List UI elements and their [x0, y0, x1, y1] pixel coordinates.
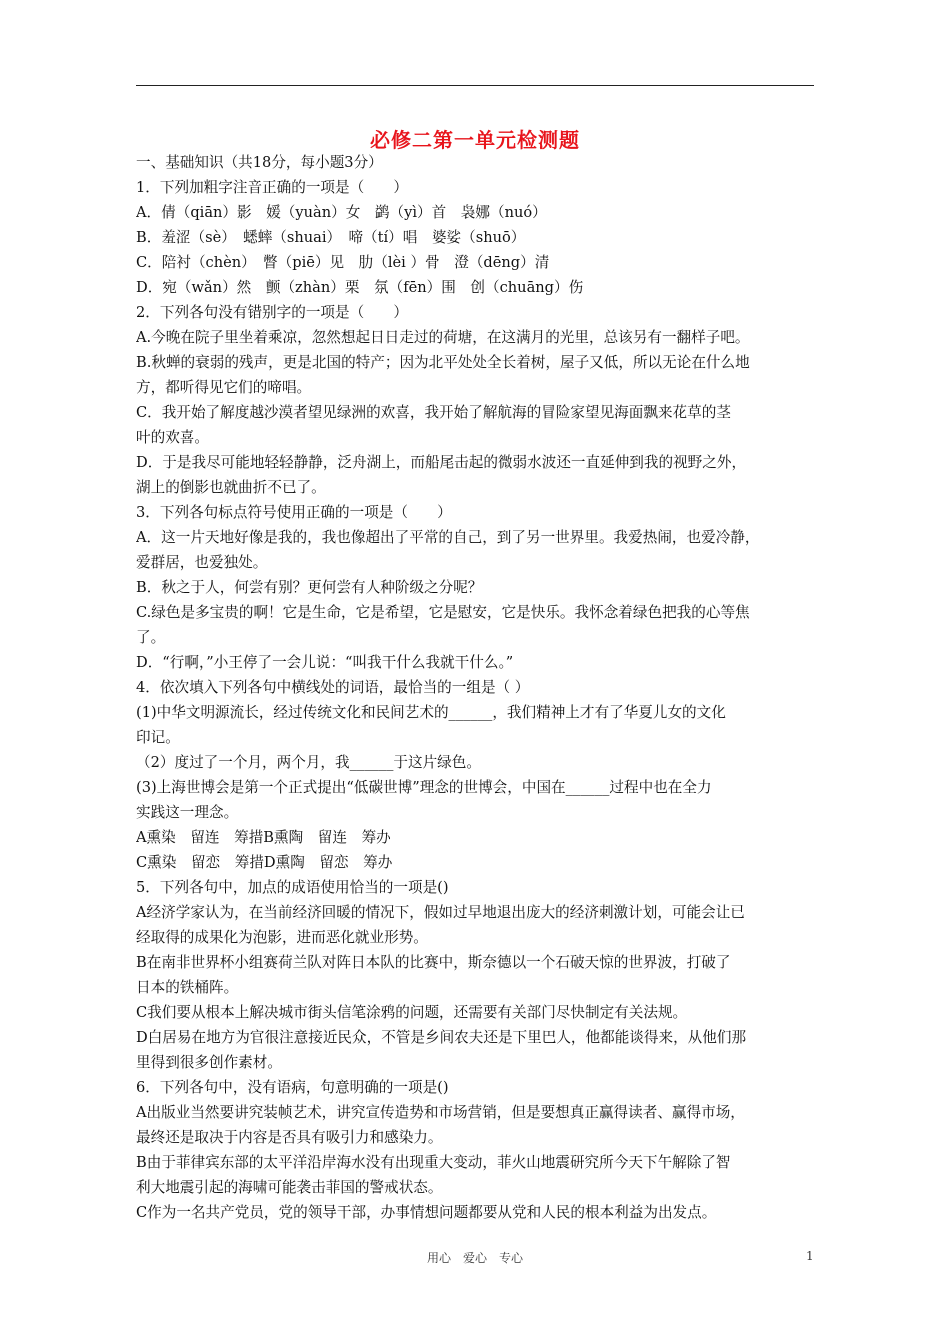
- text-line: D．于是我尽可能地轻轻静静，泛舟湖上，而船尾击起的微弱水波还一直延伸到我的视野之外，: [136, 454, 747, 471]
- text-line: C熏染 留恋 筹措D熏陶 留恋 筹办: [136, 854, 393, 871]
- text-line: C．我开始了解度越沙漠者望见绿洲的欢喜，我开始了解航海的冒险家望见海面飘来花草的茎: [136, 404, 731, 421]
- text-line: D．“行啊，”小王停了一会儿说：“叫我干什么我就干什么。”: [136, 654, 514, 671]
- text-line: 利大地震引起的海啸可能袭击菲国的警戒状态。: [136, 1179, 443, 1196]
- text-line: 一、基础知识（共18分，每小题3分）: [136, 154, 383, 171]
- text-line: A.今晚在院子里坐着乘凉，忽然想起日日走过的荷塘，在这满月的光里，总该另有一翻样子吧。: [136, 329, 750, 346]
- text-line: 爱群居，也爱独处。: [136, 554, 268, 571]
- text-line: 湖上的倒影也就曲折不已了。: [136, 479, 326, 496]
- page-title: 必修二第一单元检测题: [370, 128, 580, 152]
- text-line: A熏染 留连 筹措B熏陶 留连 筹办: [136, 829, 391, 846]
- text-line: 5．下列各句中，加点的成语使用恰当的一项是(): [136, 879, 449, 896]
- footer-motto: 用心 爱心 专心: [426, 1251, 523, 1265]
- text-line: 方，都听得见它们的啼唱。: [136, 379, 312, 396]
- text-line: 印记。: [136, 729, 180, 746]
- text-line: C.绿色是多宝贵的啊！它是生命，它是希望，它是慰安，它是快乐。我怀念着绿色把我的心等焦: [136, 604, 750, 621]
- header-rule: [136, 85, 814, 86]
- text-line: D白居易在地方为官很注意接近民众，不管是乡间农夫还是下里巴人，他都能谈得来，从他们那: [136, 1029, 747, 1046]
- text-line: （2）度过了一个月，两个月，我______于这片绿色。: [136, 754, 481, 771]
- text-line: B由于菲律宾东部的太平洋沿岸海水没有出现重大变动，菲火山地震研究所今天下午解除了智: [136, 1154, 731, 1171]
- text-line: C．陪衬（chèn） 瞥（piē）见 肋（lèi ）骨 澄（dēng）清: [136, 254, 550, 271]
- text-line: A．这一片天地好像是我的，我也像超出了平常的自己，到了另一世界里。我爱热闹，也爱冷静，: [136, 529, 760, 546]
- text-line: 4．依次填入下列各句中横线处的词语，最恰当的一组是（ ）: [136, 679, 530, 696]
- text-line: 里得到很多创作素材。: [136, 1054, 282, 1071]
- text-line: 2．下列各句没有错别字的一项是（ ）: [136, 304, 408, 321]
- text-line: 6．下列各句中，没有语病，句意明确的一项是(): [136, 1079, 449, 1096]
- text-line: 叶的欢喜。: [136, 429, 209, 446]
- text-line: A出版业当然要讲究装帧艺术，讲究宣传造势和市场营销，但是要想真正赢得读者、赢得市场，: [136, 1104, 745, 1121]
- text-line: 了。: [136, 629, 166, 646]
- text-line: C作为一名共产党员，党的领导干部，办事情想问题都要从党和人民的根本利益为出发点。: [136, 1204, 717, 1221]
- text-line: A．倩（qiān）影 媛（yuàn）女 鹢（yì）首 袅娜（nuó）: [136, 204, 547, 221]
- text-line: B．秋之于人，何尝有别？更何尝有人种阶级之分呢？: [136, 579, 483, 596]
- text-line: D．宛（wǎn）然 颤（zhàn）栗 氛（fēn）围 创（chuāng）伤: [136, 279, 584, 296]
- text-line: (3)上海世博会是第一个正式提出“低碳世博”理念的世博会，中国在______过程中也在全力: [136, 779, 712, 796]
- text-line: C我们要从根本上解决城市街头信笔涂鸦的问题，还需要有关部门尽快制定有关法规。: [136, 1004, 688, 1021]
- page-number: 1: [806, 1249, 814, 1263]
- document-body: [136, 150, 816, 1225]
- text-line: 经取得的成果化为泡影，进而恶化就业形势。: [136, 929, 428, 946]
- text-line: 日本的铁桶阵。: [136, 979, 239, 996]
- text-line: B在南非世界杯小组赛荷兰队对阵日本队的比赛中，斯奈德以一个石破天惊的世界波，打破了: [136, 954, 731, 971]
- text-line: 3．下列各句标点符号使用正确的一项是（ ）: [136, 504, 452, 521]
- text-line: 最终还是取决于内容是否具有吸引力和感染力。: [136, 1129, 443, 1146]
- text-line: B.秋蝉的衰弱的残声，更是北国的特产；因为北平处处全长着树，屋子又低，所以无论在什么地: [136, 354, 750, 371]
- text-line: B．羞涩（sè） 蟋蟀（shuai） 啼（tí）唱 婆娑（shuō）: [136, 229, 526, 246]
- text-line: 实践这一理念。: [136, 804, 239, 821]
- text-line: A经济学家认为，在当前经济回暖的情况下，假如过早地退出庞大的经济刺激计划，可能会让已: [136, 904, 745, 921]
- text-line: 1．下列加粗字注音正确的一项是（ ）: [136, 179, 408, 196]
- text-line: (1)中华文明源流长，经过传统文化和民间艺术的______，我们精神上才有了华夏儿女的文化: [136, 704, 726, 721]
